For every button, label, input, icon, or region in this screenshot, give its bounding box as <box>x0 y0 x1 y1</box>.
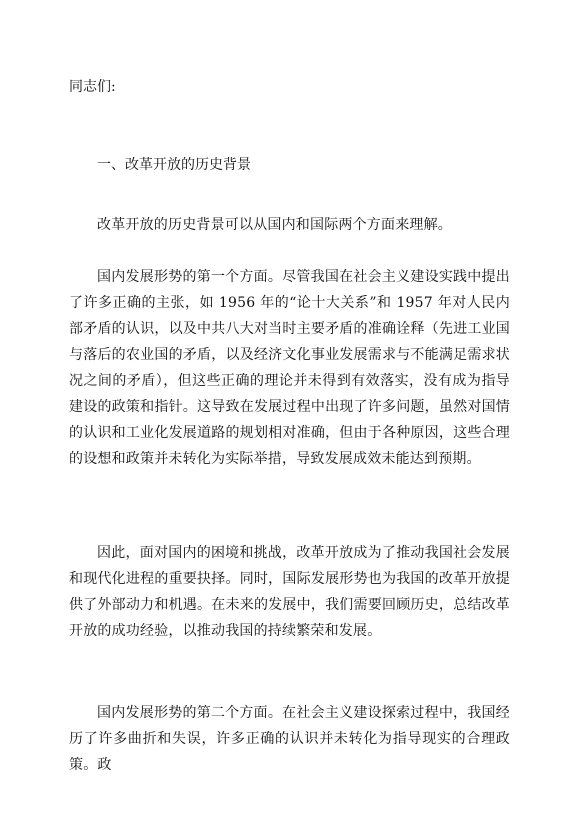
paragraph-therefore: 因此，面对国内的困境和挑战，改革开放成为了推动我国社会发展和现代化进程的重要抉择。同时，国际发展形势也为我国的改革开放提供了外部动力和机遇。在未来的发展中，我们需要回顾历史，总结改革开放的成功经验，以推动我国的持续繁荣和发展。 <box>69 545 510 639</box>
paragraph-domestic-second: 国内发展形势的第二个方面。在社会主义建设探索过程中，我国经历了许多曲折和失误，许多正确的认识并未转化为指导现实的合理政策。政 <box>69 705 510 773</box>
section-heading: 一、改革开放的历史背景 <box>97 157 251 173</box>
paragraph-intro: 改革开放的历史背景可以从国内和国际两个方面来理解。 <box>97 217 452 233</box>
paragraph-domestic-first: 国内发展形势的第一个方面。尽管我国在社会主义建设实践中提出了许多正确的主张，如 1956 年的“论十大关系”和 1957 年对人民内部矛盾的认识，以及中共八大对当时主要矛盾的准确诠释（先进工业国与落后的农业国的矛盾，以及经济文化事业发展需求与不能满足需求状况之间的矛盾），但这些正确的理论并未得到有效落实，没有成为指导建设的政策和指针。这导致在发展过程中出现了许多问题，虽然对国情的认识和工业化发展道路的规划相对准确，但由于各种原因，这些合理的设想和政策并未转化为实际举措，导致发展成效未能达到预期。 <box>69 269 510 467</box>
salutation: 同志们: <box>69 79 116 95</box>
